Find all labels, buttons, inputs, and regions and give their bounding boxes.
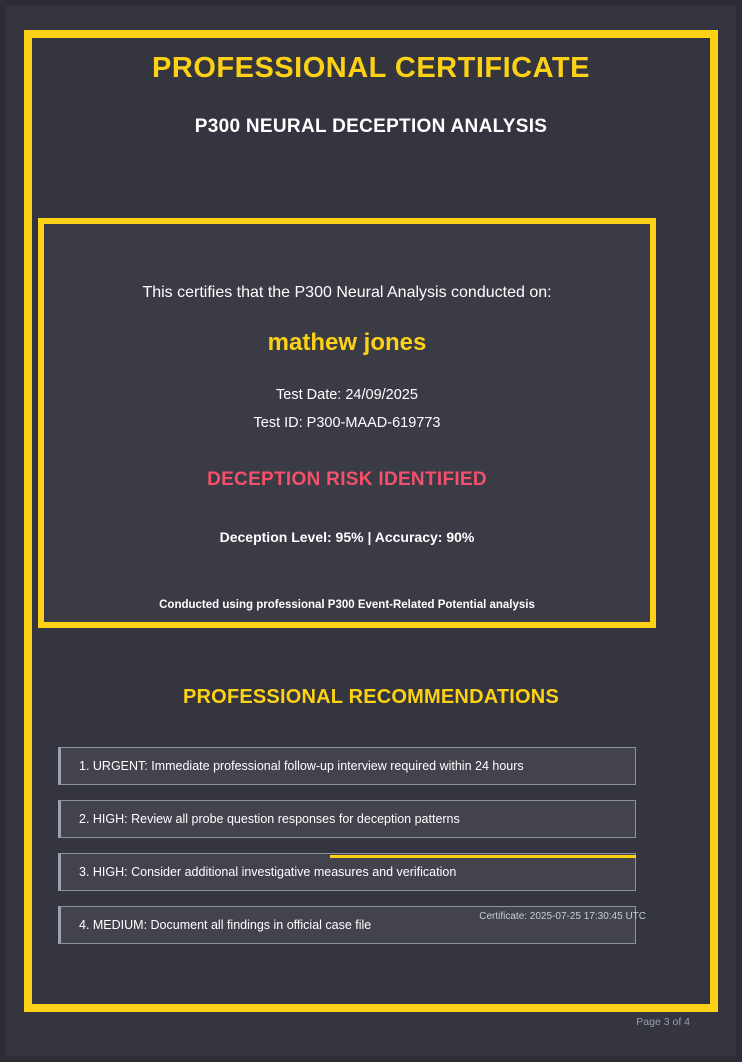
status-badge: DECEPTION RISK IDENTIFIED (207, 469, 487, 490)
certificate-timestamp: Certificate: 2025-07-25 17:30:45 UTC (479, 911, 646, 922)
certifies-statement: This certifies that the P300 Neural Analysis conducted on: (142, 284, 552, 301)
certificate-details-panel (38, 218, 656, 628)
subject-name: mathew jones (267, 329, 427, 356)
recommendation-text: 3. HIGH: Consider additional investigative measures and verification (79, 865, 457, 879)
list-item (58, 747, 636, 785)
recommendations-list (58, 747, 636, 959)
recommendation-text: 1. URGENT: Immediate professional follow-up interview required within 24 hours (79, 759, 524, 773)
list-item (58, 853, 636, 891)
recommendations-heading: PROFESSIONAL RECOMMENDATIONS (183, 686, 559, 708)
method-note: Conducted using professional P300 Event-Related Potential analysis (159, 599, 535, 611)
test-date: Test Date: 24/09/2025 (276, 387, 418, 403)
deception-metrics: Deception Level: 95% | Accuracy: 90% (219, 529, 475, 545)
page-number: Page 3 of 4 (636, 1016, 690, 1028)
test-id: Test ID: P300-MAAD-619773 (253, 415, 441, 431)
list-item (58, 800, 636, 838)
gold-accent-rule (330, 855, 636, 858)
page-subtitle: P300 NEURAL DECEPTION ANALYSIS (194, 116, 548, 137)
recommendation-text: 4. MEDIUM: Document all findings in official case file (79, 918, 372, 932)
page-title: PROFESSIONAL CERTIFICATE (152, 52, 590, 84)
recommendation-text: 2. HIGH: Review all probe question responses for deception patterns (79, 812, 460, 826)
